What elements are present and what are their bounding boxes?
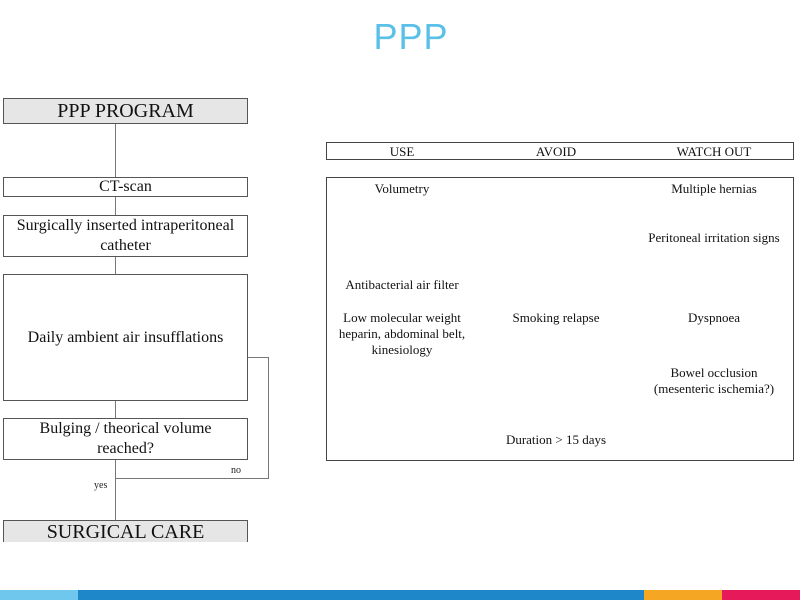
connector-line xyxy=(115,197,116,215)
ct-scan-box: CT-scan xyxy=(3,177,248,197)
table-body xyxy=(326,177,794,461)
footer-bar-segment xyxy=(0,590,78,600)
watch-dyspnoea: Dyspnoea xyxy=(688,310,740,325)
connector-line xyxy=(115,124,116,177)
no-label: no xyxy=(231,465,241,476)
avoid-smoking: Smoking relapse xyxy=(512,310,600,325)
use-volumetry: Volumetry xyxy=(374,181,430,196)
table-header xyxy=(326,142,794,160)
watch-hernias: Multiple hernias xyxy=(671,181,757,196)
no-loop-line xyxy=(268,357,269,479)
footer-bar-segment xyxy=(722,590,800,600)
connector-line xyxy=(115,257,116,274)
no-loop-line xyxy=(248,357,269,358)
column-header-watch-out: WATCH OUT xyxy=(676,144,752,159)
watch-peritoneal: Peritoneal irritation signs xyxy=(648,230,780,245)
use-air-filter: Antibacterial air filter xyxy=(345,277,459,292)
column-header-use: USE xyxy=(389,144,415,159)
yes-connector-line xyxy=(115,460,116,520)
ppp-program-box: PPP PROGRAM xyxy=(3,98,248,124)
insufflations-box: Daily ambient air insufflations xyxy=(3,274,248,401)
yes-label: yes xyxy=(94,480,108,491)
slide-title: PPP xyxy=(373,16,449,57)
footer-bar-segment xyxy=(78,590,644,600)
surgical-care-box: SURGICAL CARE xyxy=(3,520,248,542)
avoid-duration: Duration > 15 days xyxy=(505,432,607,447)
use-heparin: Low molecular weight heparin, abdominal belt, kinesiology xyxy=(338,310,466,357)
watch-bowel: Bowel occlusion (mesenteric ischemia?) xyxy=(653,365,775,396)
no-loop-line xyxy=(115,478,269,479)
decision-box: Bulging / theorical volume reached? xyxy=(3,418,248,460)
footer-bar-segment xyxy=(644,590,722,600)
column-header-avoid: AVOID xyxy=(535,144,577,159)
catheter-box: Surgically inserted intraperitoneal catheter xyxy=(3,215,248,257)
connector-line xyxy=(115,401,116,418)
